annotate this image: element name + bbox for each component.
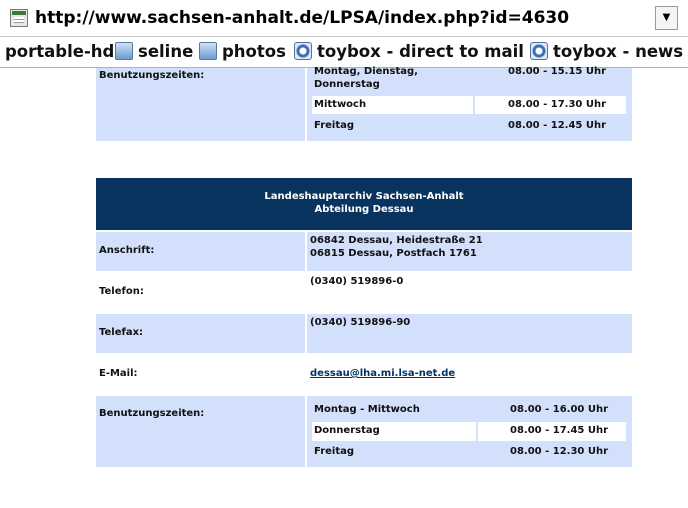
hours-days: Donnerstag xyxy=(312,422,476,441)
email-cell xyxy=(310,368,455,381)
address-bar[interactable] xyxy=(0,0,688,37)
hours-time: 08.00 - 16.00 Uhr xyxy=(510,404,609,415)
page-content xyxy=(0,68,688,508)
hours-label-cell xyxy=(96,68,305,141)
address-label: Anschrift: xyxy=(96,232,305,271)
bookmark-toybox-direct-to-mail[interactable] xyxy=(294,42,524,62)
bookmark-label: toybox - news xyxy=(553,42,684,61)
hours-time: 08.00 - 12.45 Uhr xyxy=(508,120,607,131)
hours-days: Freitag xyxy=(314,446,355,457)
hours-days: Freitag xyxy=(314,120,355,131)
bookmark-label: portable-hd xyxy=(5,42,115,61)
bookmark-label: seline xyxy=(138,42,194,61)
bookmark-folder-icon xyxy=(115,42,133,60)
hours-label: Benutzungszeiten: xyxy=(99,70,205,81)
fax-value: (0340) 519896-90 xyxy=(307,314,632,353)
email-link[interactable]: dessau@lha.mi.lsa-net.de xyxy=(310,368,456,379)
bookmark-seline[interactable] xyxy=(115,42,193,62)
hours-label: Benutzungszeiten: xyxy=(96,396,305,467)
live-bookmark-feed-icon xyxy=(294,42,312,60)
phone-value: (0340) 519896-0 xyxy=(310,276,404,287)
address-line: 06815 Dessau, Postfach 1761 xyxy=(310,247,477,259)
phone-label: Telefon: xyxy=(99,286,144,297)
bookmark-folder-icon xyxy=(199,42,217,60)
archive-subtitle: Abteilung Dessau xyxy=(314,203,414,215)
url-text[interactable]: http://www.sachsen-anhalt.de/LPSA/index.php?id=4630 xyxy=(35,8,570,28)
archive-header xyxy=(96,178,632,230)
live-bookmark-feed-icon xyxy=(530,42,548,60)
bookmark-label: toybox - direct to mail xyxy=(317,42,524,61)
address-value xyxy=(307,232,632,271)
hours-days-line: Donnerstag xyxy=(314,78,380,90)
bookmarks-toolbar xyxy=(0,37,688,68)
hours-time: 08.00 - 12.30 Uhr xyxy=(510,446,609,457)
email-label: E-Mail: xyxy=(99,368,138,379)
hours-days-line: Montag, Dienstag, xyxy=(314,66,418,77)
bookmark-toybox-news[interactable] xyxy=(530,42,683,62)
archive-title: Landeshauptarchiv Sachsen-Anhalt xyxy=(264,191,464,202)
hours-days: Mittwoch xyxy=(312,96,473,114)
bookmark-portable-hd[interactable] xyxy=(5,42,114,62)
hours-time: 08.00 - 17.45 Uhr xyxy=(478,422,626,441)
hours-time: 08.00 - 17.30 Uhr xyxy=(475,96,626,114)
hours-time: 08.00 - 15.15 Uhr xyxy=(508,66,607,77)
url-history-dropdown-button[interactable]: ▼ xyxy=(655,6,678,30)
bookmark-photos[interactable] xyxy=(199,42,286,62)
fax-label: Telefax: xyxy=(96,314,305,353)
hours-days: Montag - Mittwoch xyxy=(314,404,420,415)
site-favicon-icon xyxy=(10,9,28,27)
address-line: 06842 Dessau, Heidestraße 21 xyxy=(310,235,483,246)
hours-days xyxy=(314,66,474,92)
bookmark-label: photos xyxy=(222,42,286,61)
